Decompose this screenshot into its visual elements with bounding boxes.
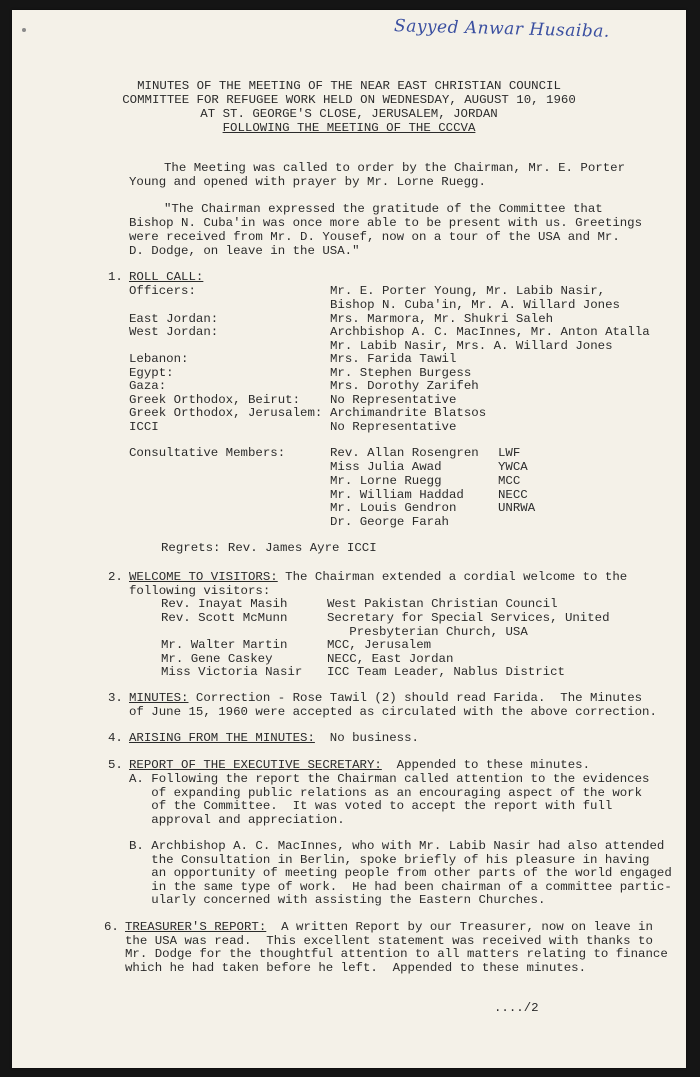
quote-line-3: were received from Mr. D. Yousef, now on a tour of the USA and Mr. [129,230,620,244]
report-text: Appended to these minutes. [381,758,591,772]
roll-label: Greek Orthodox, Jerusalem: [129,406,323,420]
report-b-line-4: in the same type of work. He had been chairman of a committee partic- [129,880,672,894]
treasurer-line [125,921,653,935]
consultative-name: Miss Julia Awad [330,460,442,474]
roll-label: West Jordan: [129,325,219,339]
welcome-text-2: following visitors: [129,584,271,598]
report-b-line-5: ularly concerned with assisting the Eastern Churches. [129,893,546,907]
consultative-org: YWCA [498,460,528,474]
roll-value: Mrs. Marmora, Mr. Shukri Saleh [330,312,554,326]
report-number: 5. [108,758,123,772]
header-line-4: FOLLOWING THE MEETING OF THE CCCVA [222,121,476,135]
minutes-line-2: of June 15, 1960 were accepted as circulated with the above correction. [129,705,657,719]
visitor-name: Mr. Gene Caskey [161,652,273,666]
report-title: REPORT OF THE EXECUTIVE SECRETARY: [129,758,382,772]
consultative-name: Mr. William Haddad [330,488,464,502]
roll-call-title: ROLL CALL: [129,270,204,284]
consultative-org: MCC [498,474,521,488]
visitor-affiliation: MCC, Jerusalem [327,638,432,652]
visitor-affiliation: Secretary for Special Services, United [327,611,610,625]
roll-value: Mrs. Farida Tawil [330,352,457,366]
arising-number: 4. [108,731,123,745]
visitor-affiliation: ICC Team Leader, Nablus District [327,665,565,679]
roll-call-number: 1. [108,270,123,284]
report-b-line-2: the Consultation in Berlin, spoke briefly of his pleasure in having [129,853,650,867]
treasurer-line-4: which he had taken before he left. Appended to these minutes. [125,961,587,975]
minutes-title: MINUTES: [129,691,189,705]
arising-text: No business. [314,731,419,745]
treasurer-line-2: the USA was read. This excellent statement was received with thanks to [125,934,653,948]
visitor-name: Mr. Walter Martin [161,638,288,652]
minutes-line [129,692,642,706]
report-b-line-1: B. Archbishop A. C. MacInnes, who with Mr. Labib Nasir had also attended [129,839,665,853]
consultative-label: Consultative Members: [129,446,286,460]
page-marker: ..../2 [494,1001,539,1015]
consultative-org: LWF [498,446,521,460]
consultative-org: UNRWA [498,501,536,515]
welcome-number: 2. [108,570,123,584]
consultative-org: NECC [498,488,528,502]
consultative-name: Mr. Lorne Ruegg [330,474,442,488]
visitor-name: Miss Victoria Nasir [161,665,303,679]
report-a-line-4: approval and appreciation. [129,813,345,827]
roll-value: Mr. Stephen Burgess [330,366,472,380]
roll-label: Lebanon: [129,352,189,366]
roll-label: Greek Orthodox, Beirut: [129,393,301,407]
roll-label: ICCI [129,420,159,434]
arising-title: ARISING FROM THE MINUTES: [129,731,315,745]
visitor-affiliation: Presbyterian Church, USA [327,625,528,639]
header-line-1: MINUTES OF THE MEETING OF THE NEAR EAST CHRISTIAN COUNCIL [137,79,561,93]
report-a-line-3: of the Committee. It was voted to accept the report with full [129,799,613,813]
quote-line-1: "The Chairman expressed the gratitude of the Committee that [164,202,603,216]
header-line-3: AT ST. GEORGE'S CLOSE, JERUSALEM, JORDAN [200,107,498,121]
arising-line [129,732,419,746]
welcome-line [129,571,627,585]
roll-label: East Jordan: [129,312,219,326]
report-a-line-1: A. Following the report the Chairman called attention to the evidences [129,772,650,786]
report-a-line-2: of expanding public relations as an encouraging aspect of the work [129,786,643,800]
roll-label: Officers: [129,284,196,298]
treasurer-text: A written Report by our Treasurer, now on leave in [266,920,653,934]
roll-label: Gaza: [129,379,167,393]
treasurer-line-3: Mr. Dodge for the thoughtful attention to all matters relating to finance [125,947,668,961]
minutes-text: Correction - Rose Tawil (2) should read Farida. The Minutes [188,691,643,705]
visitor-affiliation: NECC, East Jordan [327,652,454,666]
intro-line-1: The Meeting was called to order by the Chairman, Mr. E. Porter [164,161,626,175]
handwritten-note: Sayyed Anwar Husaiba. [393,16,611,42]
consultative-name: Dr. George Farah [330,515,449,529]
roll-value: Archbishop A. C. MacInnes, Mr. Anton Atalla [330,325,650,339]
roll-value: Mr. E. Porter Young, Mr. Labib Nasir, [330,284,606,298]
header-line-2: COMMITTEE FOR REFUGEE WORK HELD ON WEDNESDAY, AUGUST 10, 1960 [122,93,576,107]
roll-value: Mr. Labib Nasir, Mrs. A. Willard Jones [330,339,613,353]
roll-value: No Representative [330,420,457,434]
intro-line-2: Young and opened with prayer by Mr. Lorne Ruegg. [129,175,486,189]
visitor-affiliation: West Pakistan Christian Council [327,597,558,611]
minutes-number: 3. [108,691,123,705]
roll-value: Mrs. Dorothy Zarifeh [330,379,479,393]
roll-value: No Representative [330,393,457,407]
welcome-title: WELCOME TO VISITORS: [129,570,278,584]
consultative-name: Mr. Louis Gendron [330,501,457,515]
punch-mark [22,28,26,32]
document-page [12,10,686,1068]
treasurer-number: 6. [104,920,119,934]
roll-label: Egypt: [129,366,174,380]
report-line [129,759,590,773]
regrets: Regrets: Rev. James Ayre ICCI [161,541,377,555]
roll-value: Archimandrite Blatsos [330,406,487,420]
consultative-name: Rev. Allan Rosengren [330,446,479,460]
quote-line-4: D. Dodge, on leave in the USA." [129,244,360,258]
visitor-name: Rev. Inayat Masih [161,597,288,611]
welcome-text: The Chairman extended a cordial welcome to the [277,570,628,584]
visitor-name: Rev. Scott McMunn [161,611,288,625]
report-b-line-3: an opportunity of meeting people from other parts of the world engaged [129,866,672,880]
quote-line-2: Bishop N. Cuba'in was once more able to be present with us. Greetings [129,216,643,230]
roll-value: Bishop N. Cuba'in, Mr. A. Willard Jones [330,298,620,312]
treasurer-title: TREASURER'S REPORT: [125,920,267,934]
